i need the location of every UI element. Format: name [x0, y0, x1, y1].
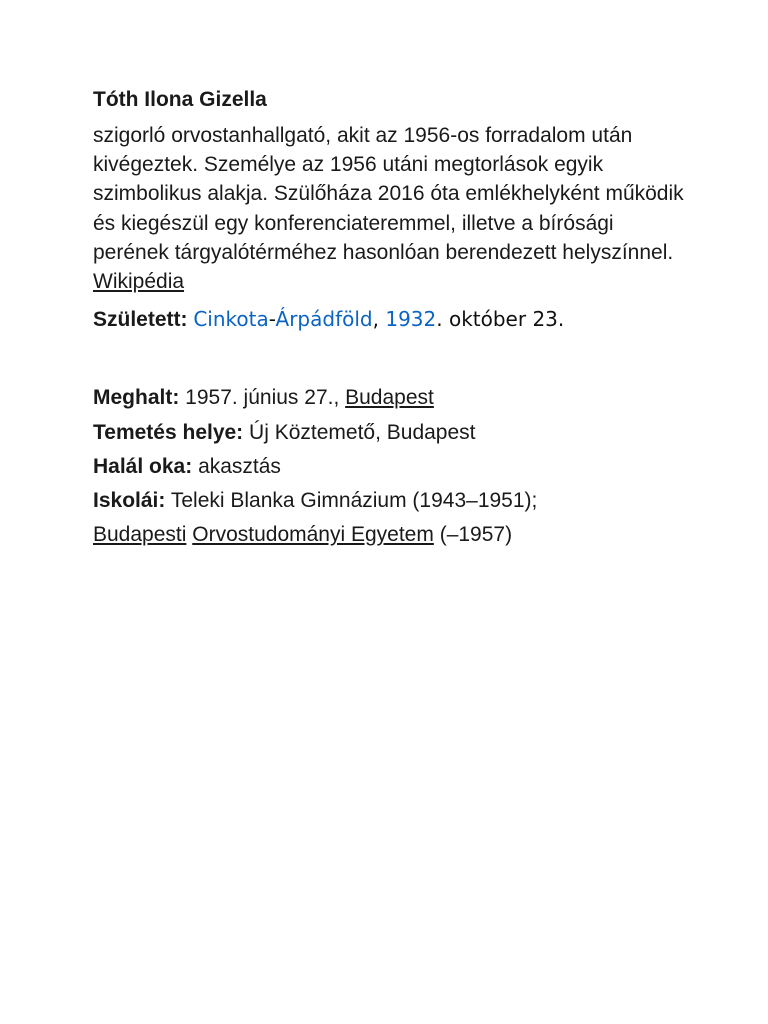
born-comma: , [372, 307, 379, 332]
died-label: Meghalt: [93, 386, 180, 410]
died-row [93, 381, 693, 415]
cause-row [93, 450, 693, 484]
cause-label: Halál oka: [93, 454, 193, 478]
burial-value: Új Köztemető, Budapest [249, 420, 476, 444]
schools-row [93, 484, 693, 518]
born-row [93, 305, 693, 334]
wikipedia-link[interactable]: Wikipédia [93, 270, 185, 294]
died-value: 1957. június 27., [185, 386, 346, 410]
born-place-arpadfold-link[interactable]: Árpádföld [275, 307, 373, 332]
burial-row [93, 416, 693, 450]
born-date-rest: . október 23. [436, 307, 565, 332]
schools-row-2 [93, 518, 693, 552]
schools-tail: (–1957) [439, 523, 513, 547]
born-year-link[interactable]: 1932 [385, 307, 437, 332]
person-intro [93, 121, 693, 296]
person-name: Tóth Ilona Gizella [93, 88, 267, 111]
schools-value: Teleki Blanka Gimnázium (1943–1951); [170, 489, 538, 513]
born-label: Született: [93, 308, 188, 332]
facts-list [93, 381, 693, 552]
school-university-link[interactable]: Orvostudományi Egyetem [192, 523, 434, 547]
burial-label: Temetés helye: [93, 420, 244, 444]
born-dash: - [268, 307, 276, 332]
died-place-link[interactable]: Budapest [345, 386, 434, 410]
info-card [93, 86, 693, 553]
school-budapesti-link[interactable]: Budapesti [93, 523, 187, 547]
cause-value: akasztás [198, 454, 281, 478]
born-place-cinkota-link[interactable]: Cinkota [193, 307, 269, 332]
intro-text: szigorló orvostanhallgató, akit az 1956-os forradalom után kivégeztek. Személye az 1956 utáni megtorlások egyik szimbolikus alakja. Szülőháza 2016 óta emlékhelyként működik és kiegészül egy konferenciateremmel, illetve a bírósági perének tárgyalótérméhez hasonlóan berendezett helyszínnel. [93, 124, 684, 264]
schools-label: Iskolái: [93, 489, 166, 513]
